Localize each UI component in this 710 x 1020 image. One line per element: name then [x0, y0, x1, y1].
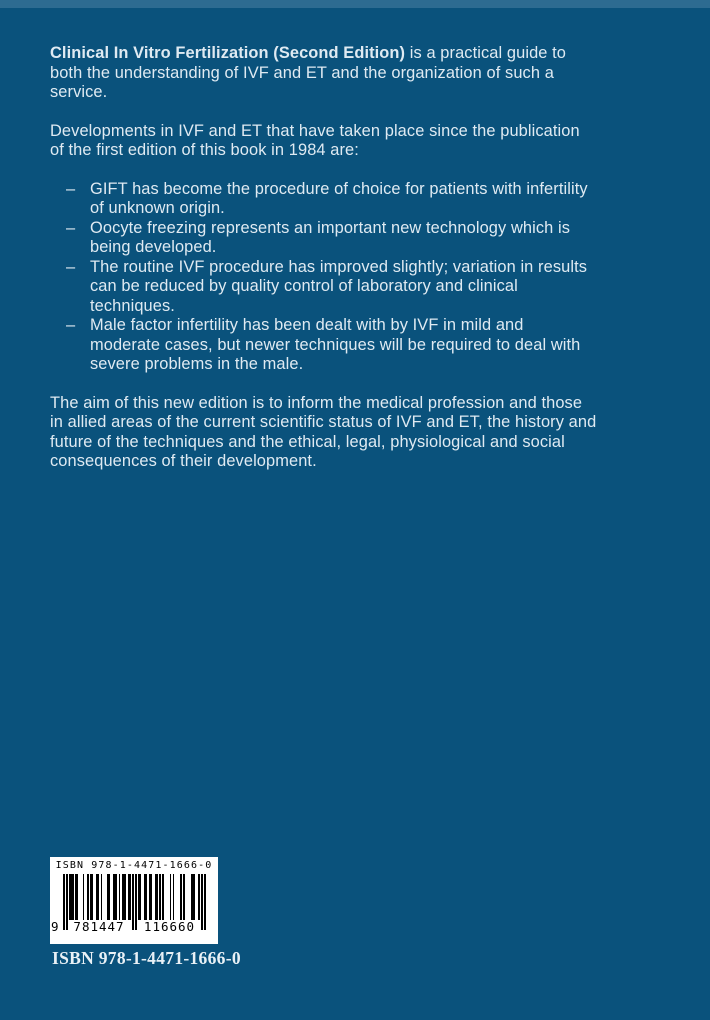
list-item	[50, 180, 598, 219]
list-item	[50, 316, 598, 375]
list-item-text: Oocyte freezing represents an important new technology which is being developed.	[90, 218, 571, 256]
bullet-dash: –	[66, 316, 76, 334]
barcode-digit-lead: 9	[51, 919, 59, 934]
bullet-dash: –	[66, 218, 76, 237]
barcode-block	[50, 857, 218, 944]
barcode-isbn-text: ISBN 978-1-4471-1666-0	[55, 860, 213, 871]
intro-text: is a practical guide to both the understanding of IVF and ET and the organization of such a service.	[50, 44, 567, 101]
cover-top-edge	[0, 0, 710, 8]
barcode-bars	[63, 874, 206, 920]
barcode-digit-group-1: 781447	[73, 919, 125, 934]
barcode-digit-group-2: 116660	[143, 919, 196, 934]
back-cover-blurb	[50, 44, 598, 491]
developments-paragraph: Developments in IVF and ET that have taken place since the publication of the first edition of this book in 1984 are:	[50, 121, 580, 159]
bullet-dash: –	[66, 257, 76, 276]
book-title: Clinical In Vitro Fertilization (Second Edition)	[50, 44, 406, 62]
aim-paragraph: The aim of this new edition is to inform the medical profession and those in allied areas of the current scientific status of IVF and ET, the history and future of the techniques and the ethical, legal, physiological and social consequences of their development.	[50, 393, 597, 470]
developments-list	[50, 180, 598, 375]
intro-paragraph	[50, 44, 598, 103]
list-item	[50, 258, 598, 317]
isbn-footer: ISBN 978-1-4471-1666-0	[52, 948, 241, 968]
list-item-text: The routine IVF procedure has improved slightly; variation in results can be reduced by quality control of laboratory and clinical techniques.	[90, 257, 588, 315]
list-item-text: Male factor infertility has been dealt with by IVF in mild and moderate cases, but newer techniques will be required to deal with severe problems in the male.	[90, 316, 581, 373]
barcode-digits	[51, 919, 206, 934]
list-item-text: GIFT has become the procedure of choice for patients with infertility of unknown origin.	[90, 179, 588, 217]
list-item	[50, 219, 598, 258]
bullet-dash: –	[66, 179, 76, 198]
